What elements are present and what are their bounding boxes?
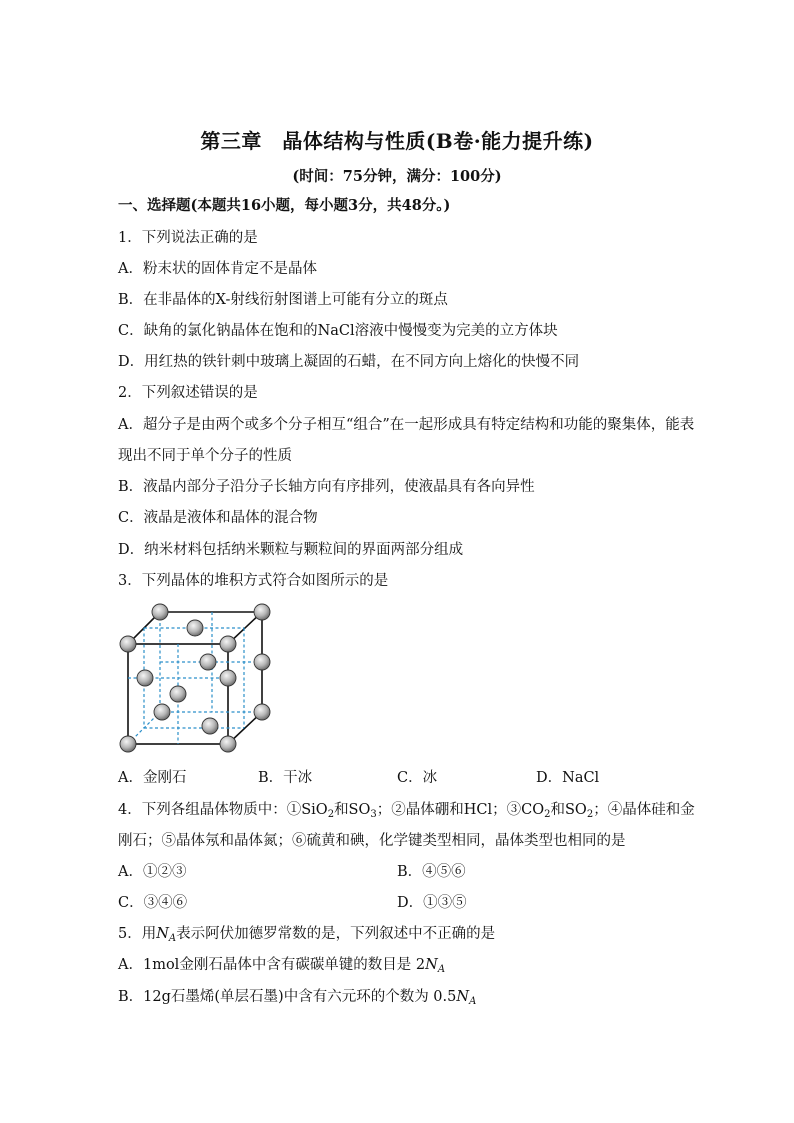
question-4-option-a: A．①②③ bbox=[118, 864, 187, 880]
atom-face-back bbox=[200, 654, 216, 670]
atom-face-bottom bbox=[154, 704, 170, 720]
page-title: 第三章 晶体结构与性质(B卷·能力提升练) bbox=[200, 129, 594, 153]
question-3-option-d: D．NaCl bbox=[536, 770, 600, 786]
crystal-cell-figure bbox=[112, 598, 282, 758]
question-3-option-c: C．冰 bbox=[397, 770, 438, 786]
atom-corner bbox=[254, 704, 270, 720]
question-5-option-b: B．12g石墨烯(单层石墨)中含有六元环的个数为 $0.5N_A$ bbox=[118, 989, 477, 1007]
atom-corner bbox=[220, 636, 236, 652]
question-4-stem-cont: 刚石；⑤晶体氖和晶体氮；⑥硫黄和碘，化学键类型相同，晶体类型也相同的是 bbox=[118, 833, 626, 849]
atom-corner bbox=[254, 604, 270, 620]
question-1-option-d: D．用红热的铁针刺中玻璃上凝固的石蜡，在不同方向上熔化的快慢不同 bbox=[118, 354, 580, 370]
question-1-option-c: C．缺角的氯化钠晶体在饱和的NaCl溶液中慢慢变为完美的立方体块 bbox=[118, 323, 558, 339]
question-5-option-a: A．1mol金刚石晶体中含有碳碳单键的数目是 $2N_A$ bbox=[118, 957, 446, 975]
question-3-option-a: A．金刚石 bbox=[118, 770, 187, 786]
exam-info: (时间：75分钟，满分：100分) bbox=[292, 168, 502, 185]
question-2-option-a-cont: 现出不同于单个分子的性质 bbox=[118, 448, 292, 464]
question-4-option-d: D．①③⑤ bbox=[397, 895, 467, 911]
question-2-option-d: D．纳米材料包括纳米颗粒与颗粒间的界面两部分组成 bbox=[118, 542, 464, 558]
atom-face-left bbox=[137, 670, 153, 686]
question-2-option-b: B．液晶内部分子沿分子长轴方向有序排列，使液晶具有各向异性 bbox=[118, 479, 535, 495]
question-4-option-b: B．④⑤⑥ bbox=[397, 864, 466, 880]
atom-corner bbox=[120, 636, 136, 652]
atom-corner bbox=[152, 604, 168, 620]
atom-face-front bbox=[170, 686, 186, 702]
question-4-option-c: C．③④⑥ bbox=[118, 895, 188, 911]
atom-face-right bbox=[220, 670, 236, 686]
question-3-option-b: B．干冰 bbox=[258, 770, 313, 786]
atom-face-bottom-front bbox=[202, 718, 218, 734]
question-1-option-b: B．在非晶体的X-射线衍射图谱上可能有分立的斑点 bbox=[118, 292, 448, 308]
atom-corner bbox=[220, 736, 236, 752]
question-2-stem: 2．下列叙述错误的是 bbox=[118, 385, 258, 401]
atom-corner bbox=[120, 736, 136, 752]
question-2-option-c: C．液晶是液体和晶体的混合物 bbox=[118, 510, 318, 526]
question-3-stem: 3．下列晶体的堆积方式符合如图所示的是 bbox=[118, 573, 389, 589]
question-1-option-a: A．粉末状的固体肯定不是晶体 bbox=[118, 261, 317, 277]
question-1-stem: 1．下列说法正确的是 bbox=[118, 230, 258, 246]
question-5-stem: 5．用$N_A$表示阿伏加德罗常数的是，下列叙述中不正确的是 bbox=[118, 926, 496, 944]
atom-face-right-back bbox=[254, 654, 270, 670]
section-heading: 一、选择题(本题共16小题，每小题3分，共48分。) bbox=[118, 197, 451, 214]
atom-face-top bbox=[187, 620, 203, 636]
question-2-option-a: A．超分子是由两个或多个分子相互“组合”在一起形成具有特定结构和功能的聚集体，能表 bbox=[118, 417, 695, 433]
question-4-stem: 4．下列各组晶体物质中：①SiO$_2$和$SO_3$；②晶体硼和HCl；$③CO_2$和$SO_2$；④晶体硅和金 bbox=[118, 802, 695, 820]
